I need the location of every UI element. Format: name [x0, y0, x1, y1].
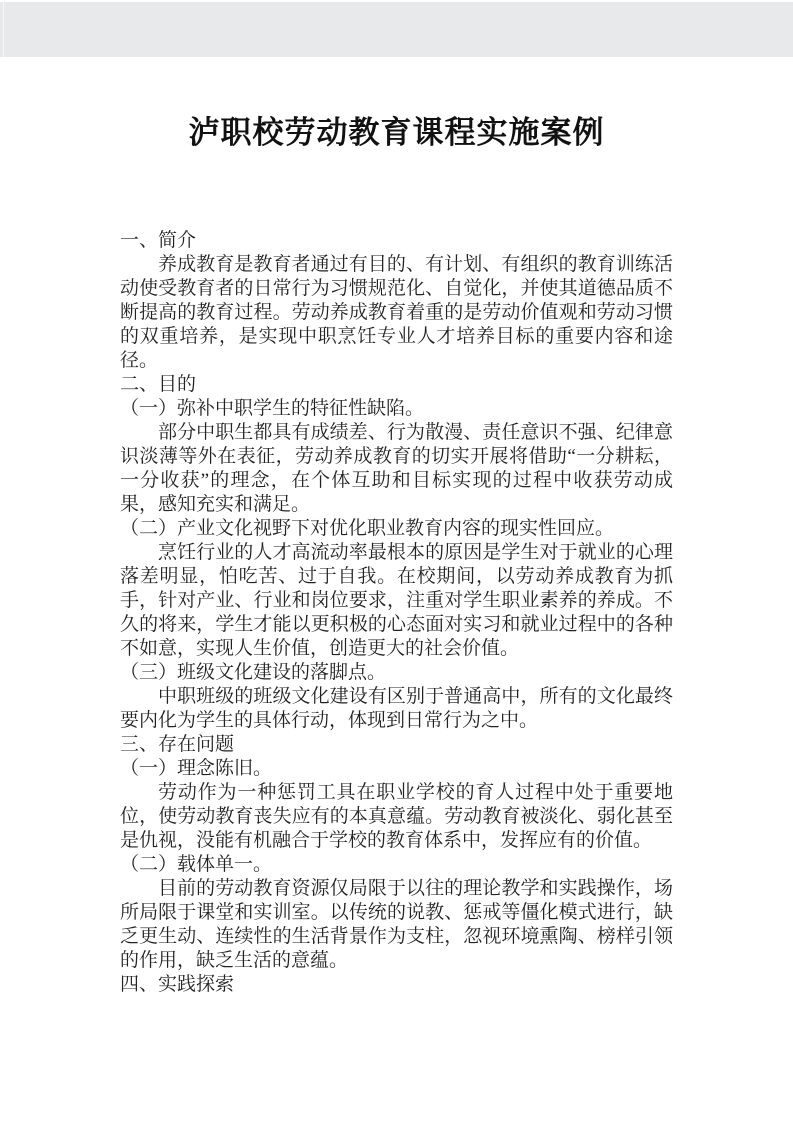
- sub-heading: （三）班级文化建设的落脚点。: [120, 662, 387, 683]
- section-heading: 四、实践探索: [120, 974, 235, 995]
- section-heading: 三、存在问题: [120, 734, 235, 755]
- sub-heading: （一）弥补中职学生的特征性缺陷。: [120, 398, 425, 419]
- paragraph: 养成教育是教育者通过有目的、有计划、有组织的教育训练活动使受教育者的日常行为习惯规范化、自觉化，并使其道德品质不断提高的教育过程。劳动养成教育着重的是劳动价值观和劳动习惯的双重培养，是实现中职烹饪专业人才培养目标的重要内容和途径。: [120, 254, 673, 371]
- sub-heading: （一）理念陈旧。: [120, 758, 273, 779]
- section-heading: 二、目的: [120, 374, 197, 395]
- paragraph: 劳动作为一种惩罚工具在职业学校的育人过程中处于重要地位，使劳动教育丧失应有的本真意蕴。劳动教育被淡化、弱化甚至是仇视，没能有机融合于学校的教育体系中，发挥应有的价值。: [120, 782, 673, 851]
- paragraph: 烹饪行业的人才高流动率最根本的原因是学生对于就业的心理落差明显，怕吃苦、过于自我。在校期间，以劳动养成教育为抓手，针对产业、行业和岗位要求，注重对学生职业素养的养成。不久的将来，学生才能以更积极的心态面对实习和就业过程中的各种不如意，实现人生价值，创造更大的社会价值。: [120, 542, 673, 659]
- document-title: 泸职校劳动教育课程实施案例: [188, 115, 605, 150]
- scan-edge-line: [3, 2, 4, 57]
- sub-heading: （二）产业文化视野下对优化职业教育内容的现实性回应。: [120, 518, 615, 539]
- document-body: [120, 229, 673, 997]
- paragraph: 中职班级的班级文化建设有区别于普通高中，所有的文化最终要内化为学生的具体行动，体现到日常行为之中。: [120, 686, 673, 731]
- section-heading: 一、简介: [120, 230, 197, 251]
- paragraph: 部分中职生都具有成绩差、行为散漫、责任意识不强、纪律意识淡薄等外在表征，劳动养成教育的切实开展将借助“一分耕耘，一分收获”的理念，在个体互助和目标实现的过程中收获劳动成果，感知充实和满足。: [120, 422, 673, 515]
- scan-top-band: [0, 2, 793, 57]
- paragraph: 目前的劳动教育资源仅局限于以往的理论教学和实践操作，场所局限于课堂和实训室。以传统的说教、惩戒等僵化模式进行，缺乏更生动、连续性的生活背景作为支柱，忽视环境熏陶、榜样引领的作用，缺乏生活的意蕴。: [120, 878, 673, 971]
- sub-heading: （二）载体单一。: [120, 854, 273, 875]
